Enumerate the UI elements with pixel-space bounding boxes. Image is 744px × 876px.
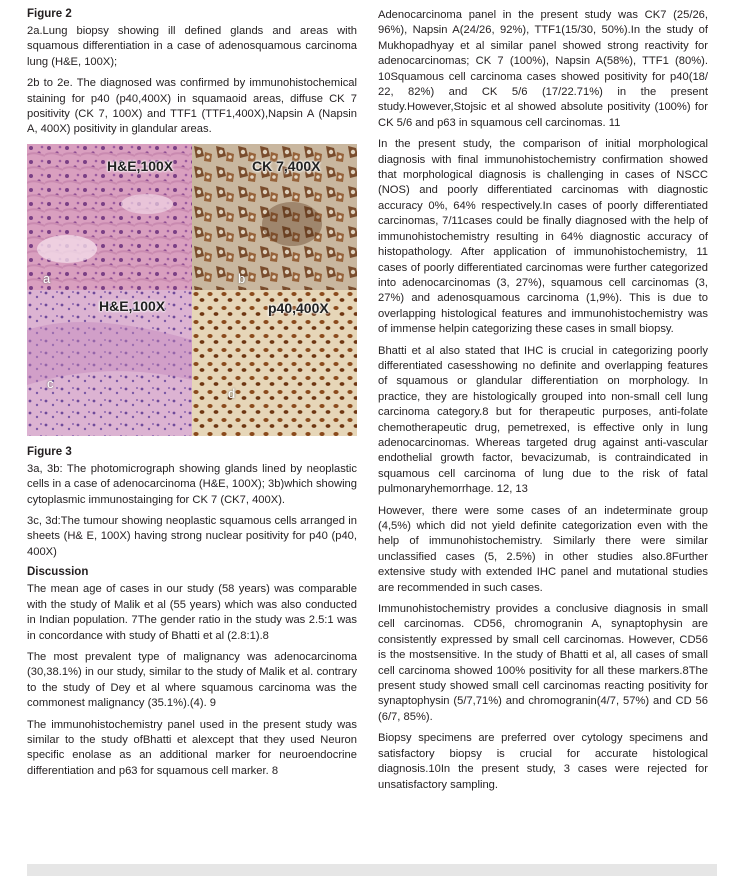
micrograph-panel-b xyxy=(192,144,357,290)
discussion-paragraph-2: The most prevalent type of malignancy was adenocarcinoma (30,38.1%) in our study, similar to the study of Malik et al. contrary to the study of Dey et al where squamous carcinoma was the commonest malignancy (35.1%).(4). 9 xyxy=(27,650,357,710)
micrograph-panel-a xyxy=(27,144,192,290)
discussion-heading: Discussion xyxy=(27,566,89,579)
panel-c-stain-label: H&E,100X xyxy=(99,297,166,314)
figure-3-micrograph-grid xyxy=(27,144,357,436)
discussion-paragraph-3: The immunohistochemistry panel used in the present study was similar to the study ofBhatti et alexcept that they used Neuron specific enolase as an additional marker for neuroendocrine differentiation and p63 for squamous cell marker. 8 xyxy=(27,718,357,777)
discussion-paragraph-1: The mean age of cases in our study (58 years) was comparable with the study of Malik et al (55 years) which was also conducted in Indian population. 7The gender ratio in the study was 2.5:1 was in concordance with study of Bhatti et al (2.8:1).8 xyxy=(27,583,357,642)
panel-d-stain-label: p40,400X xyxy=(268,299,329,316)
figure-3-caption-cd: 3c, 3d:The tumour showing neoplastic squamous cells arranged in sheets (H& E, 100X) having strong nuclear positivity for p40 (p40, 400X) xyxy=(27,515,357,558)
panel-d-letter: d xyxy=(228,385,236,401)
micrograph-panel-c xyxy=(27,290,192,436)
right-paragraph-3: Bhatti et al also stated that IHC is crucial in categorizing poorly differentiated casesshowing no definite and overlapping features of squamous or glandular differentiation on morphology. In practice, they are histologically grouped into non-small cell lung carcinoma category.8 but for therapeutic purposes, anti-folate chemotherapeutic drug, pemetrexed, is effective only in lung adenocarcinomas. Whereas targeted drug against anti-vascular endothelial growth factor, bevacizumab, is contraindicated in squamous cell carcinoma of lung due to the risk of fatal pulmonaryhemorrhage. 12, 13 xyxy=(378,344,708,496)
right-paragraph-4: However, there were some cases of an indeterminate group (4,5%) which did not yield definite categorization even with the help of immunohistochemistry. Similarly there were similar unclassified cases (5, 2.5%) in other studies also.8Further extensive study with extended IHC panel and mutational studies are recommended in such cases. xyxy=(378,504,708,594)
figure-2-caption-a: 2a.Lung biopsy showing ill defined glands and areas with squamous differentiation in a case of adenosquamous carcinoma lung (H&E, 100X); xyxy=(27,25,357,68)
page-footer-bar xyxy=(27,864,717,876)
micrograph-panel-d xyxy=(192,290,357,436)
figure-2-title: Figure 2 xyxy=(27,8,72,20)
figure-3-title: Figure 3 xyxy=(27,445,72,458)
panel-a-stain-label: H&E,100X xyxy=(107,157,174,174)
panel-b-letter: b xyxy=(238,270,246,286)
right-paragraph-6: Biopsy specimens are preferred over cytology specimens and satisfactory biopsy is crucial for accurate histological diagnosis.10In the present study, 3 cases were rejected for unsatisfactory sampling. xyxy=(378,732,708,791)
figure-3-caption-ab: 3a, 3b: The photomicrograph showing glands lined by neoplastic cells in a case of adenocarcinoma (H&E, 100X); 3b)which showing cytoplasmic immunostainging for CK 7 (CK7, 400X). xyxy=(27,462,357,506)
panel-b-stain-label: CK 7,400X xyxy=(252,157,321,174)
right-paragraph-1: Adenocarcinoma panel in the present study was CK7 (25/26, 96%), Napsin A(24/26, 92%), TTF1(15/30, 50%).In the study of Mukhopadhyay et al similar panel showed strong reactivity for adenocarcinomas; CK 7 (100%), Napsin A(58%), TTF1 (80%). 10Squamous cell carcinoma cases showed positivity for p40(18/ 22, 82%) and CK 5/6 (17/22.71%) in the present study.However,Stojsic et al showed absolute positivity (100%) for CK 5/6 and p63 in squamous cell carcinomas. 11 xyxy=(378,9,708,129)
figure-2-caption-b: 2b to 2e. The diagnosed was confirmed by immunohistochemical staining for p40 (p40,400X) in squamaoid areas, diffuse CK 7 positivity (CK 7, 100X) and TTF1 (TTF1,400X),Napsin A (Napsin A, 400X) positivity in glandular areas. xyxy=(27,77,357,136)
panel-a-letter: a xyxy=(43,270,51,286)
left-column xyxy=(27,8,357,785)
right-paragraph-2: In the present study, the comparison of initial morphological diagnosis with final immunohistochemistry confirmation showed that morphological diagnosis is challenging in cases of NSCC (NOS) and poorly differentiated carcinomas with diagnostic accuracy 0%, 64% respectively.In cases of poorly differentiated carcinomas, 7/11cases could be finally diagnosed with the help of immunohistochemistry resulting in 64% diagnostic accuracy of histopathology. After application of immunohistochemistry, 11 cases of poorly differentiated carcinomas were further categorized into adenocarcinomas (3, 27%), squamous cell carcinomas (3, 27%) and adenosquamous carcinoma (1,9%). This is due to overlapping histological features and immunohistochemistry was of immense helpin categorizing these cases in small biopsy. xyxy=(378,138,708,336)
right-column xyxy=(378,8,708,799)
right-paragraph-5: Immunohistochemistry provides a conclusive diagnosis in small cell carcinomas. CD56, chromogranin A, synaptophysin are consistently expressed by small cell carcinomas. However, CD56 is the mostsensitive. In the study of Bhatti et al, all cases of small cell carcinoma showed 100% positivity for all these markers.8The present study showed small cell carcinomas reacting positivity for synaptophysin (5/7,71%) and chromogranin(4/7, 57%) and CD 56 (6/7, 85%). xyxy=(378,603,708,723)
panel-c-letter: c xyxy=(47,375,54,391)
